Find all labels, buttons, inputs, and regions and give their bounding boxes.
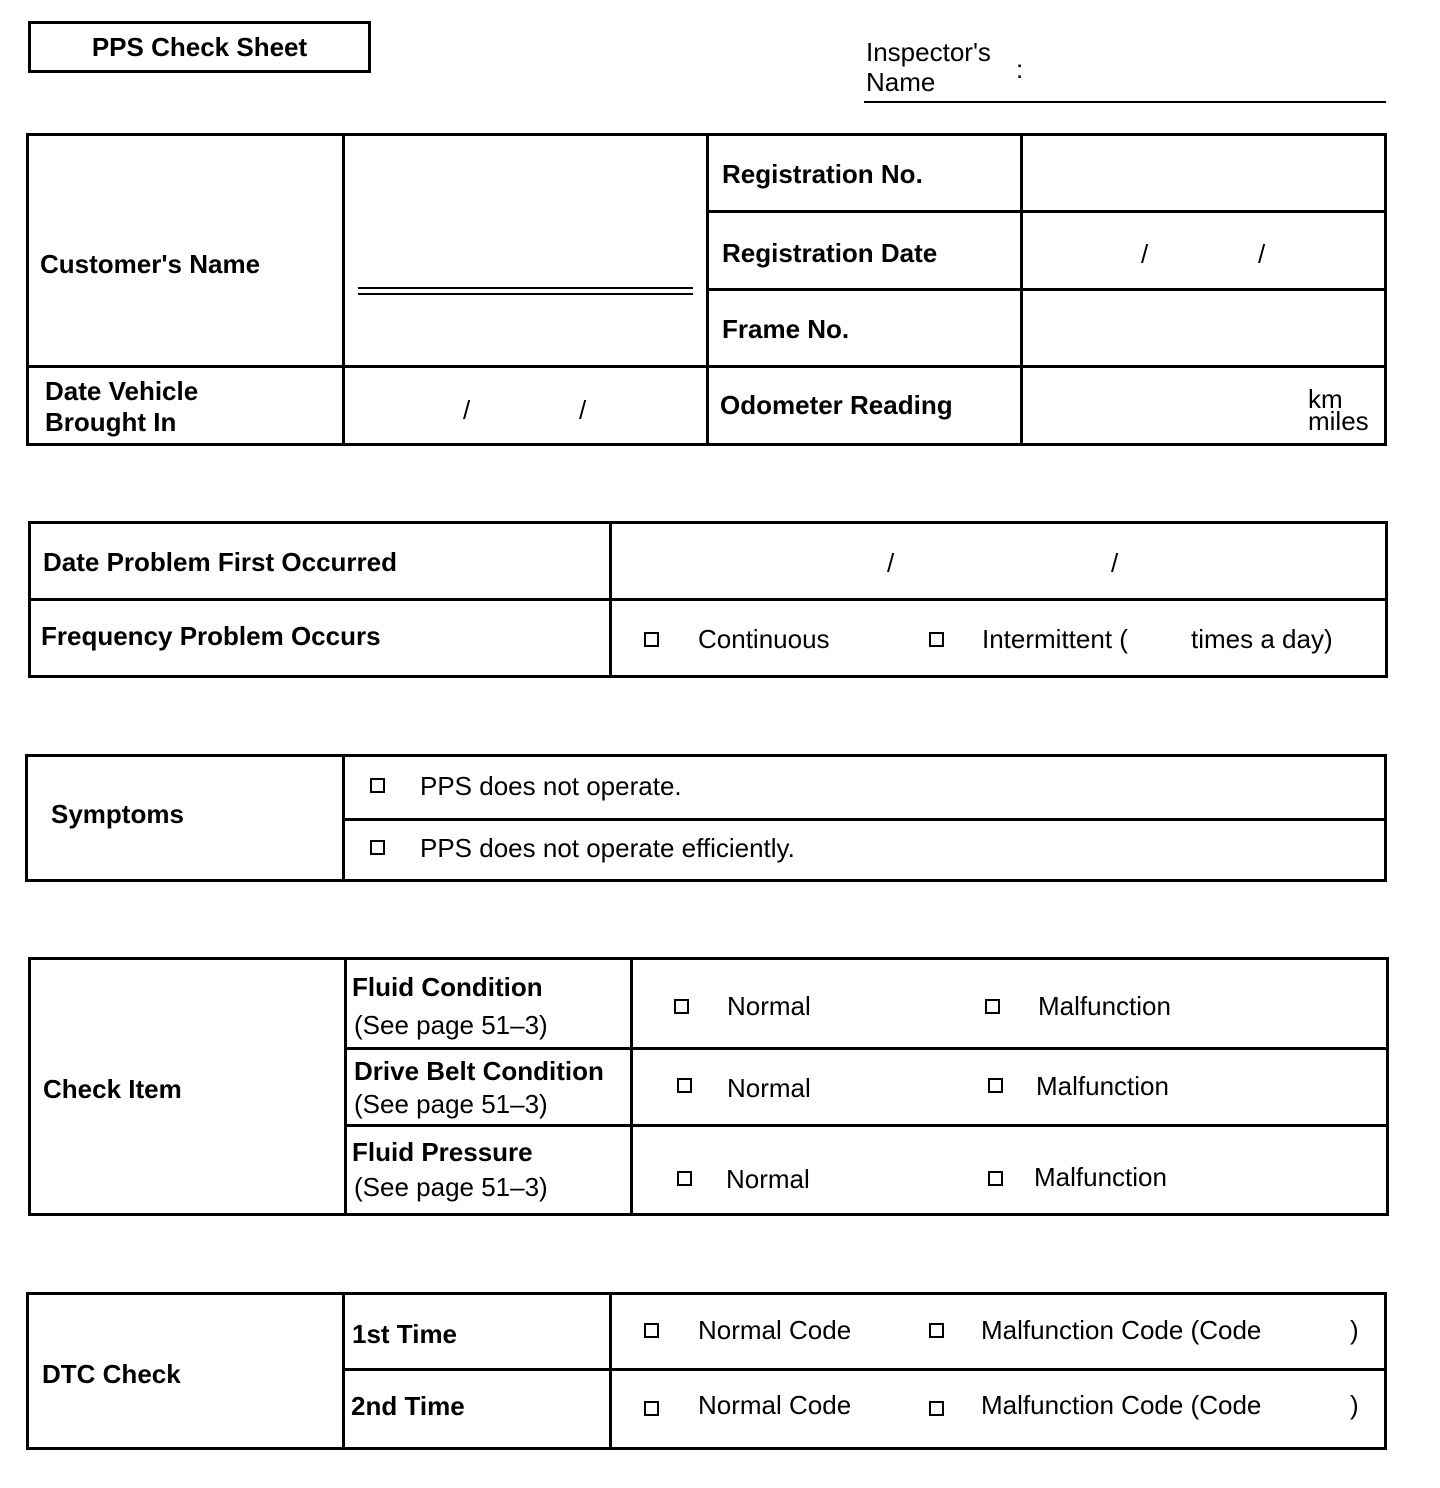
malfunction-checkbox[interactable] xyxy=(988,1078,1003,1093)
code-close-paren: ) xyxy=(1350,1315,1359,1345)
symptom-checkbox[interactable] xyxy=(370,778,385,793)
intermittent-option-label: Intermittent ( xyxy=(982,624,1128,654)
registration-date-field[interactable] xyxy=(1024,214,1384,286)
date-separator: / xyxy=(1111,548,1119,578)
malfunction-code-checkbox[interactable] xyxy=(929,1323,944,1338)
normal-checkbox[interactable] xyxy=(677,1078,692,1093)
frame-no-field[interactable] xyxy=(1024,292,1384,364)
check-item-page-ref: (See page 51–3) xyxy=(354,1172,548,1202)
date-separator: / xyxy=(887,548,895,578)
date-separator: / xyxy=(1141,239,1149,269)
malfunction-option-label: Malfunction xyxy=(1038,991,1171,1021)
symptom-checkbox[interactable] xyxy=(370,840,385,855)
times-a-day-label: times a day) xyxy=(1191,624,1333,654)
inspector-name-field[interactable] xyxy=(864,101,1386,103)
check-item-name: Fluid Condition xyxy=(352,972,543,1002)
date-first-occurred-field[interactable] xyxy=(614,525,1384,597)
date-first-occurred-label: Date Problem First Occurred xyxy=(43,547,397,577)
date-separator: / xyxy=(579,395,587,425)
inspector-label-line1: Inspector's xyxy=(866,37,991,67)
customer-name-label: Customer's Name xyxy=(40,249,261,279)
check-item-name: Drive Belt Condition xyxy=(354,1056,604,1086)
dtc-time-label: 1st Time xyxy=(352,1319,458,1349)
normal-option-label: Normal xyxy=(727,1073,811,1103)
date-separator: / xyxy=(463,395,471,425)
normal-code-label: Normal Code xyxy=(698,1315,852,1345)
symptom-option-label: PPS does not operate. xyxy=(420,771,682,801)
normal-checkbox[interactable] xyxy=(674,999,689,1014)
date-brought-in-label-line1: Date Vehicle xyxy=(45,376,199,406)
malfunction-option-label: Malfunction xyxy=(1036,1071,1169,1101)
check-item-page-ref: (See page 51–3) xyxy=(354,1089,548,1119)
normal-option-label: Normal xyxy=(726,1164,810,1194)
odometer-unit-km: km xyxy=(1308,384,1343,414)
check-item-page-ref: (See page 51–3) xyxy=(354,1010,548,1040)
continuous-option-label: Continuous xyxy=(698,624,830,654)
customer-name-field[interactable] xyxy=(358,287,693,297)
check-item-table xyxy=(28,957,1389,1216)
normal-checkbox[interactable] xyxy=(677,1171,692,1186)
normal-code-checkbox[interactable] xyxy=(644,1401,659,1416)
symptoms-label: Symptoms xyxy=(51,799,184,829)
inspector-colon: : xyxy=(1016,54,1024,84)
date-brought-in-label-line2: Brought In xyxy=(45,407,177,437)
page-title: PPS Check Sheet xyxy=(91,32,308,62)
date-separator: / xyxy=(1258,239,1266,269)
odometer-label: Odometer Reading xyxy=(720,390,953,420)
registration-no-label: Registration No. xyxy=(722,159,923,189)
normal-option-label: Normal xyxy=(727,991,811,1021)
registration-no-field[interactable] xyxy=(1024,137,1384,209)
malfunction-code-checkbox[interactable] xyxy=(929,1401,944,1416)
malfunction-checkbox[interactable] xyxy=(988,1171,1003,1186)
normal-code-checkbox[interactable] xyxy=(644,1323,659,1338)
symptom-option-label: PPS does not operate efficiently. xyxy=(420,833,795,863)
code-close-paren: ) xyxy=(1350,1390,1359,1420)
frame-no-label: Frame No. xyxy=(722,314,850,344)
intermittent-checkbox[interactable] xyxy=(929,632,944,647)
registration-date-label: Registration Date xyxy=(722,238,938,268)
normal-code-label: Normal Code xyxy=(698,1390,852,1420)
malfunction-code-label: Malfunction Code (Code xyxy=(981,1390,1262,1420)
malfunction-checkbox[interactable] xyxy=(985,999,1000,1014)
dtc-time-label: 2nd Time xyxy=(351,1391,465,1421)
malfunction-code-label: Malfunction Code (Code xyxy=(981,1315,1262,1345)
inspector-label-line2: Name xyxy=(866,67,936,97)
check-item-label: Check Item xyxy=(43,1074,182,1104)
odometer-unit-miles: miles xyxy=(1308,406,1369,436)
malfunction-option-label: Malfunction xyxy=(1034,1162,1167,1192)
frequency-label: Frequency Problem Occurs xyxy=(41,621,381,651)
dtc-check-label: DTC Check xyxy=(42,1359,181,1389)
check-item-name: Fluid Pressure xyxy=(352,1137,533,1167)
date-brought-in-field[interactable] xyxy=(346,369,704,443)
continuous-checkbox[interactable] xyxy=(644,632,659,647)
